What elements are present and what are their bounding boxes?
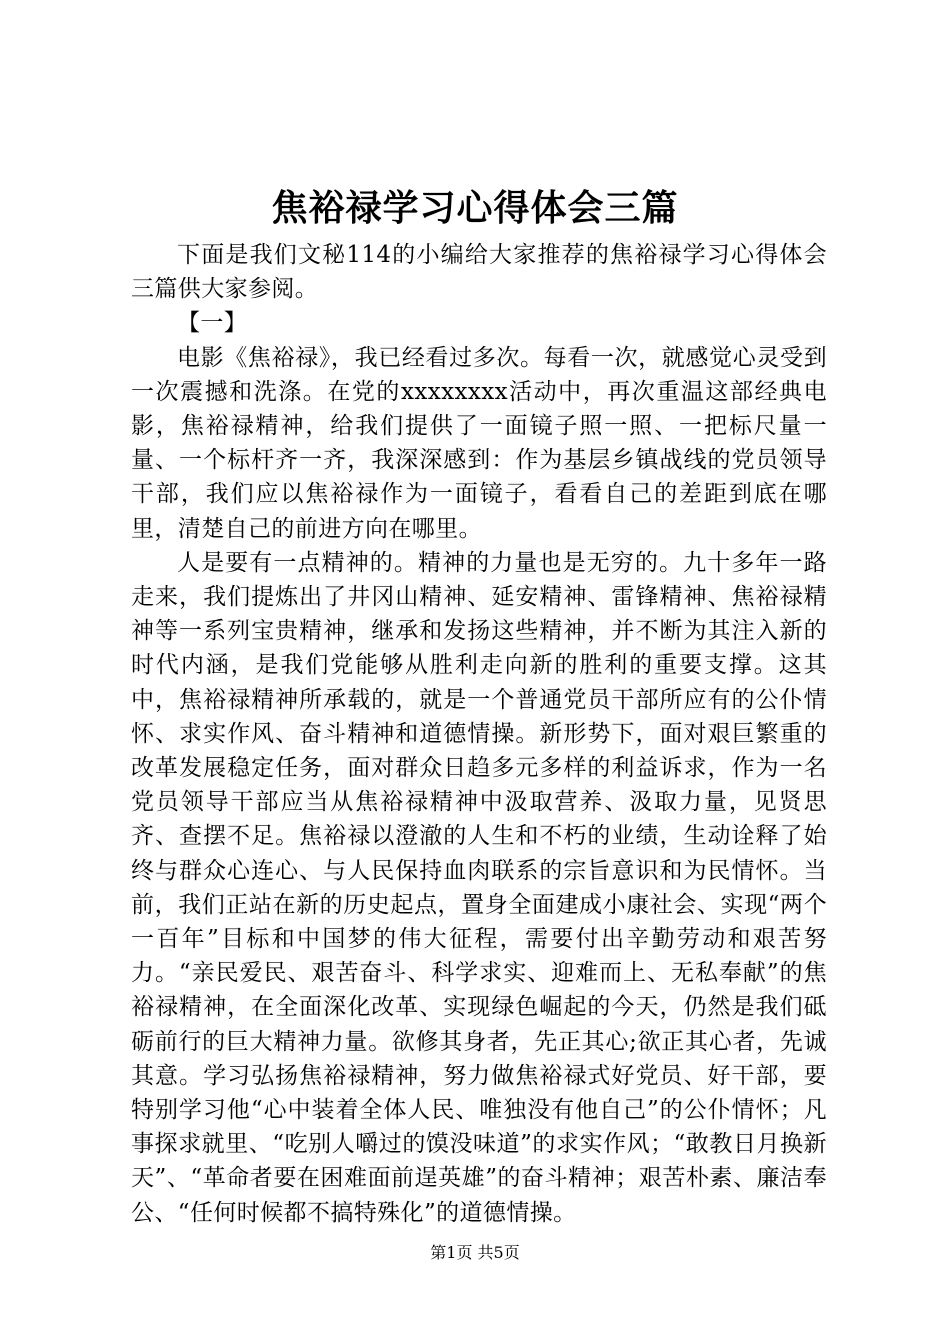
section-heading: 【一】	[177, 310, 248, 337]
body-paragraph: 电影《焦裕禄》，我已经看过多次。每看一次，就感觉心灵受到一次震撼和洗涤。在党的xxxxxxxx活动中，再次重温这部经典电影，焦裕禄精神，给我们提供了一面镜子照一照、一把标尺量一量、一个标杆齐一齐，我深深感到：作为基层乡镇战线的党员领导干部，我们应以焦裕禄作为一面镜子，看看自己的差距到底在哪里，清楚自己的前进方向在哪里。	[131, 344, 827, 542]
intro-paragraph: 下面是我们文秘114的小编给大家推荐的焦裕禄学习心得体会三篇供大家参阅。	[131, 242, 827, 303]
document-body	[131, 238, 827, 1230]
document-title: 焦裕禄学习心得体会三篇	[271, 187, 679, 229]
body-paragraph: 人是要有一点精神的。精神的力量也是无穷的。九十多年一路走来，我们提炼出了井冈山精神、延安精神、雷锋精神、焦裕禄精神等一系列宝贵精神，继承和发扬这些精神，并不断为其注入新的时代内涵，是我们党能够从胜利走向新的胜利的重要支撑。这其中，焦裕禄精神所承载的，就是一个普通党员干部所应有的公仆情怀、求实作风、奋斗精神和道德情操。新形势下，面对艰巨繁重的改革发展稳定任务，面对群众日趋多元多样的利益诉求，作为一名党员领导干部应当从焦裕禄精神中汲取营养、汲取力量，见贤思齐、查摆不足。焦裕禄以澄澈的人生和不朽的业绩，生动诠释了始终与群众心连心、与人民保持血肉联系的宗旨意识和为民情怀。当前，我们正站在新的历史起点，置身全面建成小康社会、实现“两个一百年”目标和中国梦的伟大征程，需要付出辛勤劳动和艰苦努力。“亲民爱民、艰苦奋斗、科学求实、迎难而上、无私奉献”的焦裕禄精神，在全面深化改革、实现绿色崛起的今天，仍然是我们砥砺前行的巨大精神力量。欲修其身者，先正其心;欲正其心者，先诚其意。学习弘扬焦裕禄精神，努力做焦裕禄式好党员、好干部，要特别学习他“心中装着全体人民、唯独没有他自己”的公仆情怀；凡事探求就里、“吃别人嚼过的馍没味道”的求实作风；“敢教日月换新天”、“革命者要在困难面前逞英雄”的奋斗精神；艰苦朴素、廉洁奉公、“任何时候都不搞特殊化”的道德情操。	[131, 549, 827, 1226]
page-number-footer: 第1页 共5页	[430, 1243, 520, 1262]
